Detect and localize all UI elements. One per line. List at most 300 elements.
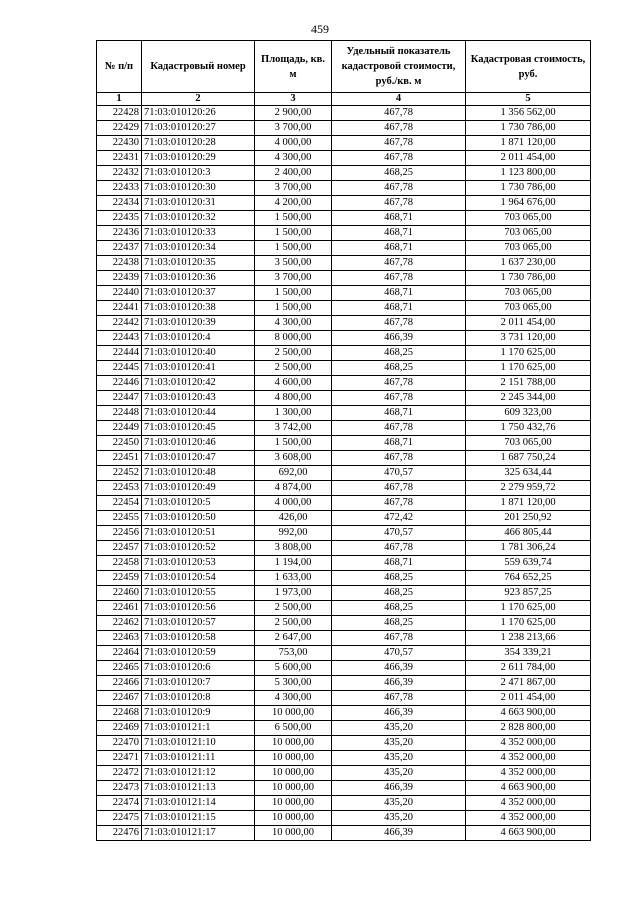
area-cell: 3 700,00 (255, 121, 332, 136)
specific-value-cell: 467,78 (332, 421, 466, 436)
table-row (97, 136, 591, 151)
area-cell: 2 647,00 (255, 631, 332, 646)
area-cell: 10 000,00 (255, 826, 332, 841)
area-cell: 10 000,00 (255, 796, 332, 811)
specific-value-cell: 468,71 (332, 241, 466, 256)
cadastral-value-cell: 703 065,00 (466, 226, 591, 241)
row-number-cell: 22456 (97, 526, 142, 541)
column-number: 2 (142, 93, 255, 106)
specific-value-cell: 467,78 (332, 256, 466, 271)
area-cell: 2 500,00 (255, 361, 332, 376)
cadastral-value-cell: 1 637 230,00 (466, 256, 591, 271)
row-number-cell: 22454 (97, 496, 142, 511)
row-number-cell: 22439 (97, 271, 142, 286)
row-number-cell: 22467 (97, 691, 142, 706)
area-cell: 4 000,00 (255, 136, 332, 151)
row-number-cell: 22446 (97, 376, 142, 391)
cadastral-value-cell: 2 245 344,00 (466, 391, 591, 406)
specific-value-cell: 466,39 (332, 826, 466, 841)
specific-value-cell: 468,25 (332, 571, 466, 586)
row-number-cell: 22433 (97, 181, 142, 196)
cadastral-number-cell: 71:03:010121:12 (142, 766, 255, 781)
row-number-cell: 22441 (97, 301, 142, 316)
area-cell: 1 500,00 (255, 211, 332, 226)
row-number-cell: 22429 (97, 121, 142, 136)
cadastral-number-cell: 71:03:010120:26 (142, 106, 255, 121)
area-cell: 6 500,00 (255, 721, 332, 736)
area-cell: 10 000,00 (255, 811, 332, 826)
table-row (97, 361, 591, 376)
header-cadastral-value: Кадастровая стоимость, руб. (466, 41, 591, 93)
cadastral-number-cell: 71:03:010120:27 (142, 121, 255, 136)
row-number-cell: 22476 (97, 826, 142, 841)
row-number-cell: 22437 (97, 241, 142, 256)
table-row (97, 121, 591, 136)
specific-value-cell: 435,20 (332, 751, 466, 766)
specific-value-cell: 467,78 (332, 151, 466, 166)
specific-value-cell: 435,20 (332, 736, 466, 751)
specific-value-cell: 466,39 (332, 676, 466, 691)
cadastral-number-cell: 71:03:010120:45 (142, 421, 255, 436)
row-number-cell: 22471 (97, 751, 142, 766)
table-row (97, 616, 591, 631)
cadastral-value-cell: 466 805,44 (466, 526, 591, 541)
row-number-cell: 22458 (97, 556, 142, 571)
area-cell: 10 000,00 (255, 781, 332, 796)
table-row (97, 691, 591, 706)
row-number-cell: 22440 (97, 286, 142, 301)
cadastral-value-cell: 4 352 000,00 (466, 751, 591, 766)
cadastral-number-cell: 71:03:010120:4 (142, 331, 255, 346)
specific-value-cell: 467,78 (332, 181, 466, 196)
area-cell: 4 300,00 (255, 316, 332, 331)
row-number-cell: 22443 (97, 331, 142, 346)
cadastral-value-cell: 354 339,21 (466, 646, 591, 661)
cadastral-number-cell: 71:03:010121:15 (142, 811, 255, 826)
cadastral-value-cell: 4 352 000,00 (466, 736, 591, 751)
table-row (97, 451, 591, 466)
table-row (97, 631, 591, 646)
cadastral-value-cell: 1 730 786,00 (466, 121, 591, 136)
column-numbers-row (97, 93, 591, 106)
area-cell: 3 700,00 (255, 271, 332, 286)
specific-value-cell: 467,78 (332, 451, 466, 466)
specific-value-cell: 467,78 (332, 316, 466, 331)
header-cadastral-number: Кадастровый номер (142, 41, 255, 93)
cadastral-number-cell: 71:03:010120:30 (142, 181, 255, 196)
row-number-cell: 22432 (97, 166, 142, 181)
cadastral-value-cell: 559 639,74 (466, 556, 591, 571)
specific-value-cell: 467,78 (332, 196, 466, 211)
table-header-row (97, 41, 591, 93)
row-number-cell: 22466 (97, 676, 142, 691)
table-row (97, 151, 591, 166)
row-number-cell: 22461 (97, 601, 142, 616)
area-cell: 10 000,00 (255, 766, 332, 781)
cadastral-number-cell: 71:03:010121:17 (142, 826, 255, 841)
table-row (97, 436, 591, 451)
specific-value-cell: 468,71 (332, 211, 466, 226)
table-row (97, 226, 591, 241)
table-row (97, 211, 591, 226)
table-row (97, 286, 591, 301)
row-number-cell: 22464 (97, 646, 142, 661)
table-row (97, 181, 591, 196)
specific-value-cell: 467,78 (332, 631, 466, 646)
cadastral-number-cell: 71:03:010120:38 (142, 301, 255, 316)
table-row (97, 556, 591, 571)
table-row (97, 271, 591, 286)
cadastral-number-cell: 71:03:010120:8 (142, 691, 255, 706)
cadastral-value-cell: 609 323,00 (466, 406, 591, 421)
cadastral-number-cell: 71:03:010120:34 (142, 241, 255, 256)
table-row (97, 376, 591, 391)
cadastral-value-cell: 1 238 213,66 (466, 631, 591, 646)
cadastral-value-cell: 1 871 120,00 (466, 136, 591, 151)
cadastral-value-cell: 923 857,25 (466, 586, 591, 601)
cadastral-value-cell: 4 352 000,00 (466, 766, 591, 781)
cadastral-value-cell: 4 352 000,00 (466, 796, 591, 811)
cadastral-value-cell: 325 634,44 (466, 466, 591, 481)
specific-value-cell: 467,78 (332, 136, 466, 151)
specific-value-cell: 468,25 (332, 586, 466, 601)
specific-value-cell: 467,78 (332, 391, 466, 406)
cadastral-value-cell: 1 123 800,00 (466, 166, 591, 181)
area-cell: 10 000,00 (255, 706, 332, 721)
area-cell: 753,00 (255, 646, 332, 661)
area-cell: 10 000,00 (255, 736, 332, 751)
table-row (97, 766, 591, 781)
cadastral-number-cell: 71:03:010120:39 (142, 316, 255, 331)
cadastral-value-cell: 2 011 454,00 (466, 316, 591, 331)
cadastral-value-cell: 1 750 432,76 (466, 421, 591, 436)
cadastral-number-cell: 71:03:010120:48 (142, 466, 255, 481)
specific-value-cell: 468,71 (332, 226, 466, 241)
table-row (97, 826, 591, 841)
row-number-cell: 22448 (97, 406, 142, 421)
specific-value-cell: 468,25 (332, 361, 466, 376)
specific-value-cell: 470,57 (332, 466, 466, 481)
specific-value-cell: 435,20 (332, 766, 466, 781)
area-cell: 5 600,00 (255, 661, 332, 676)
cadastral-value-cell: 1 170 625,00 (466, 601, 591, 616)
specific-value-cell: 470,57 (332, 646, 466, 661)
cadastral-value-cell: 2 279 959,72 (466, 481, 591, 496)
cadastral-number-cell: 71:03:010120:31 (142, 196, 255, 211)
table-row (97, 406, 591, 421)
specific-value-cell: 467,78 (332, 271, 466, 286)
header-area: Площадь, кв. м (255, 41, 332, 93)
row-number-cell: 22452 (97, 466, 142, 481)
cadastral-number-cell: 71:03:010120:6 (142, 661, 255, 676)
cadastral-value-cell: 2 828 800,00 (466, 721, 591, 736)
cadastral-value-cell: 1 871 120,00 (466, 496, 591, 511)
cadastral-value-cell: 2 611 784,00 (466, 661, 591, 676)
row-number-cell: 22468 (97, 706, 142, 721)
specific-value-cell: 466,39 (332, 661, 466, 676)
cadastral-number-cell: 71:03:010120:32 (142, 211, 255, 226)
cadastral-value-cell: 764 652,25 (466, 571, 591, 586)
cadastral-number-cell: 71:03:010120:29 (142, 151, 255, 166)
table-row (97, 646, 591, 661)
specific-value-cell: 467,78 (332, 481, 466, 496)
table-row (97, 736, 591, 751)
table-row (97, 391, 591, 406)
page-number: 459 (311, 22, 329, 36)
cadastral-number-cell: 71:03:010120:56 (142, 601, 255, 616)
cadastral-value-cell: 4 663 900,00 (466, 781, 591, 796)
cadastral-number-cell: 71:03:010120:58 (142, 631, 255, 646)
row-number-cell: 22463 (97, 631, 142, 646)
area-cell: 4 600,00 (255, 376, 332, 391)
table-row (97, 106, 591, 121)
row-number-cell: 22455 (97, 511, 142, 526)
specific-value-cell: 468,25 (332, 601, 466, 616)
cadastral-value-cell: 2 011 454,00 (466, 151, 591, 166)
column-number: 3 (255, 93, 332, 106)
area-cell: 4 874,00 (255, 481, 332, 496)
specific-value-cell: 468,71 (332, 406, 466, 421)
table-row (97, 796, 591, 811)
row-number-cell: 22447 (97, 391, 142, 406)
table-body (97, 106, 591, 841)
area-cell: 3 700,00 (255, 181, 332, 196)
row-number-cell: 22444 (97, 346, 142, 361)
table-row (97, 781, 591, 796)
cadastral-number-cell: 71:03:010121:10 (142, 736, 255, 751)
specific-value-cell: 468,25 (332, 346, 466, 361)
cadastral-value-cell: 4 663 900,00 (466, 706, 591, 721)
table-row (97, 421, 591, 436)
area-cell: 1 500,00 (255, 241, 332, 256)
table-row (97, 721, 591, 736)
table-row (97, 331, 591, 346)
cadastral-value-cell: 1 730 786,00 (466, 271, 591, 286)
area-cell: 2 400,00 (255, 166, 332, 181)
cadastral-number-cell: 71:03:010120:46 (142, 436, 255, 451)
column-number: 4 (332, 93, 466, 106)
area-cell: 1 300,00 (255, 406, 332, 421)
specific-value-cell: 467,78 (332, 121, 466, 136)
row-number-cell: 22462 (97, 616, 142, 631)
specific-value-cell: 466,39 (332, 706, 466, 721)
table-row (97, 541, 591, 556)
cadastral-number-cell: 71:03:010120:42 (142, 376, 255, 391)
specific-value-cell: 467,78 (332, 541, 466, 556)
area-cell: 426,00 (255, 511, 332, 526)
row-number-cell: 22453 (97, 481, 142, 496)
area-cell: 692,00 (255, 466, 332, 481)
row-number-cell: 22457 (97, 541, 142, 556)
cadastral-value-cell: 201 250,92 (466, 511, 591, 526)
cadastral-number-cell: 71:03:010120:59 (142, 646, 255, 661)
table-row (97, 676, 591, 691)
area-cell: 3 742,00 (255, 421, 332, 436)
area-cell: 2 500,00 (255, 346, 332, 361)
cadastral-value-cell: 1 170 625,00 (466, 616, 591, 631)
cadastral-number-cell: 71:03:010121:13 (142, 781, 255, 796)
cadastral-value-cell: 703 065,00 (466, 436, 591, 451)
row-number-cell: 22460 (97, 586, 142, 601)
table-row (97, 466, 591, 481)
cadastral-value-cell: 2 011 454,00 (466, 691, 591, 706)
cadastral-number-cell: 71:03:010120:41 (142, 361, 255, 376)
area-cell: 5 300,00 (255, 676, 332, 691)
table-row (97, 811, 591, 826)
area-cell: 1 194,00 (255, 556, 332, 571)
row-number-cell: 22442 (97, 316, 142, 331)
cadastral-value-cell: 4 663 900,00 (466, 826, 591, 841)
specific-value-cell: 435,20 (332, 796, 466, 811)
table-row (97, 301, 591, 316)
cadastral-number-cell: 71:03:010120:35 (142, 256, 255, 271)
row-number-cell: 22434 (97, 196, 142, 211)
cadastral-value-cell: 1 687 750,24 (466, 451, 591, 466)
row-number-cell: 22450 (97, 436, 142, 451)
area-cell: 1 500,00 (255, 286, 332, 301)
table-row (97, 571, 591, 586)
cadastral-number-cell: 71:03:010120:51 (142, 526, 255, 541)
specific-value-cell: 468,71 (332, 436, 466, 451)
cadastral-value-cell: 703 065,00 (466, 241, 591, 256)
cadastral-value-cell: 4 352 000,00 (466, 811, 591, 826)
specific-value-cell: 466,39 (332, 331, 466, 346)
row-number-cell: 22472 (97, 766, 142, 781)
specific-value-cell: 435,20 (332, 811, 466, 826)
row-number-cell: 22470 (97, 736, 142, 751)
cadastral-number-cell: 71:03:010121:14 (142, 796, 255, 811)
header-specific-value: Удельный показатель кадастровой стоимости, руб./кв. м (332, 41, 466, 93)
cadastral-number-cell: 71:03:010121:11 (142, 751, 255, 766)
cadastral-number-cell: 71:03:010120:53 (142, 556, 255, 571)
specific-value-cell: 468,71 (332, 301, 466, 316)
cadastral-number-cell: 71:03:010120:5 (142, 496, 255, 511)
area-cell: 4 800,00 (255, 391, 332, 406)
row-number-cell: 22459 (97, 571, 142, 586)
area-cell: 4 200,00 (255, 196, 332, 211)
cadastral-number-cell: 71:03:010120:9 (142, 706, 255, 721)
row-number-cell: 22445 (97, 361, 142, 376)
cadastral-value-cell: 1 730 786,00 (466, 181, 591, 196)
area-cell: 1 973,00 (255, 586, 332, 601)
table-row (97, 706, 591, 721)
cadastral-number-cell: 71:03:010120:54 (142, 571, 255, 586)
area-cell: 10 000,00 (255, 751, 332, 766)
area-cell: 4 300,00 (255, 151, 332, 166)
row-number-cell: 22474 (97, 796, 142, 811)
table-row (97, 241, 591, 256)
area-cell: 1 500,00 (255, 436, 332, 451)
row-number-cell: 22430 (97, 136, 142, 151)
cadastral-number-cell: 71:03:010120:55 (142, 586, 255, 601)
specific-value-cell: 472,42 (332, 511, 466, 526)
cadastral-number-cell: 71:03:010120:3 (142, 166, 255, 181)
table-row (97, 481, 591, 496)
cadastral-number-cell: 71:03:010120:7 (142, 676, 255, 691)
cadastral-number-cell: 71:03:010120:52 (142, 541, 255, 556)
cadastral-value-cell: 703 065,00 (466, 211, 591, 226)
area-cell: 1 500,00 (255, 226, 332, 241)
area-cell: 3 500,00 (255, 256, 332, 271)
table-row (97, 346, 591, 361)
table-row (97, 751, 591, 766)
specific-value-cell: 468,25 (332, 616, 466, 631)
specific-value-cell: 468,71 (332, 556, 466, 571)
table-row (97, 586, 591, 601)
specific-value-cell: 467,78 (332, 496, 466, 511)
area-cell: 2 500,00 (255, 616, 332, 631)
area-cell: 1 500,00 (255, 301, 332, 316)
specific-value-cell: 470,57 (332, 526, 466, 541)
cadastral-number-cell: 71:03:010120:37 (142, 286, 255, 301)
cadastral-value-cell: 2 471 867,00 (466, 676, 591, 691)
area-cell: 2 900,00 (255, 106, 332, 121)
cadastral-number-cell: 71:03:010120:28 (142, 136, 255, 151)
cadastral-number-cell: 71:03:010121:1 (142, 721, 255, 736)
cadastral-number-cell: 71:03:010120:40 (142, 346, 255, 361)
area-cell: 2 500,00 (255, 601, 332, 616)
area-cell: 8 000,00 (255, 331, 332, 346)
row-number-cell: 22435 (97, 211, 142, 226)
cadastral-value-cell: 703 065,00 (466, 286, 591, 301)
cadastral-value-cell: 1 170 625,00 (466, 361, 591, 376)
cadastral-number-cell: 71:03:010120:43 (142, 391, 255, 406)
specific-value-cell: 468,25 (332, 166, 466, 181)
cadastral-value-cell: 1 964 676,00 (466, 196, 591, 211)
row-number-cell: 22449 (97, 421, 142, 436)
table-row (97, 511, 591, 526)
table-row (97, 601, 591, 616)
header-row-number: № п/п (97, 41, 142, 93)
table-row (97, 316, 591, 331)
cadastral-number-cell: 71:03:010120:33 (142, 226, 255, 241)
table-row (97, 496, 591, 511)
cadastral-number-cell: 71:03:010120:50 (142, 511, 255, 526)
specific-value-cell: 468,71 (332, 286, 466, 301)
row-number-cell: 22465 (97, 661, 142, 676)
cadastral-value-cell: 1 170 625,00 (466, 346, 591, 361)
cadastral-value-cell: 2 151 788,00 (466, 376, 591, 391)
area-cell: 3 808,00 (255, 541, 332, 556)
column-number: 1 (97, 93, 142, 106)
specific-value-cell: 467,78 (332, 376, 466, 391)
table-row (97, 661, 591, 676)
specific-value-cell: 467,78 (332, 691, 466, 706)
row-number-cell: 22475 (97, 811, 142, 826)
area-cell: 3 608,00 (255, 451, 332, 466)
row-number-cell: 22438 (97, 256, 142, 271)
cadastral-value-cell: 1 356 562,00 (466, 106, 591, 121)
row-number-cell: 22428 (97, 106, 142, 121)
row-number-cell: 22451 (97, 451, 142, 466)
cadastral-value-cell: 703 065,00 (466, 301, 591, 316)
column-number: 5 (466, 93, 591, 106)
cadastral-number-cell: 71:03:010120:49 (142, 481, 255, 496)
specific-value-cell: 435,20 (332, 721, 466, 736)
row-number-cell: 22469 (97, 721, 142, 736)
cadastral-number-cell: 71:03:010120:47 (142, 451, 255, 466)
area-cell: 4 000,00 (255, 496, 332, 511)
area-cell: 1 633,00 (255, 571, 332, 586)
row-number-cell: 22473 (97, 781, 142, 796)
cadastral-value-table (96, 40, 591, 841)
cadastral-number-cell: 71:03:010120:36 (142, 271, 255, 286)
row-number-cell: 22431 (97, 151, 142, 166)
area-cell: 992,00 (255, 526, 332, 541)
specific-value-cell: 467,78 (332, 106, 466, 121)
table-row (97, 526, 591, 541)
cadastral-value-cell: 1 781 306,24 (466, 541, 591, 556)
